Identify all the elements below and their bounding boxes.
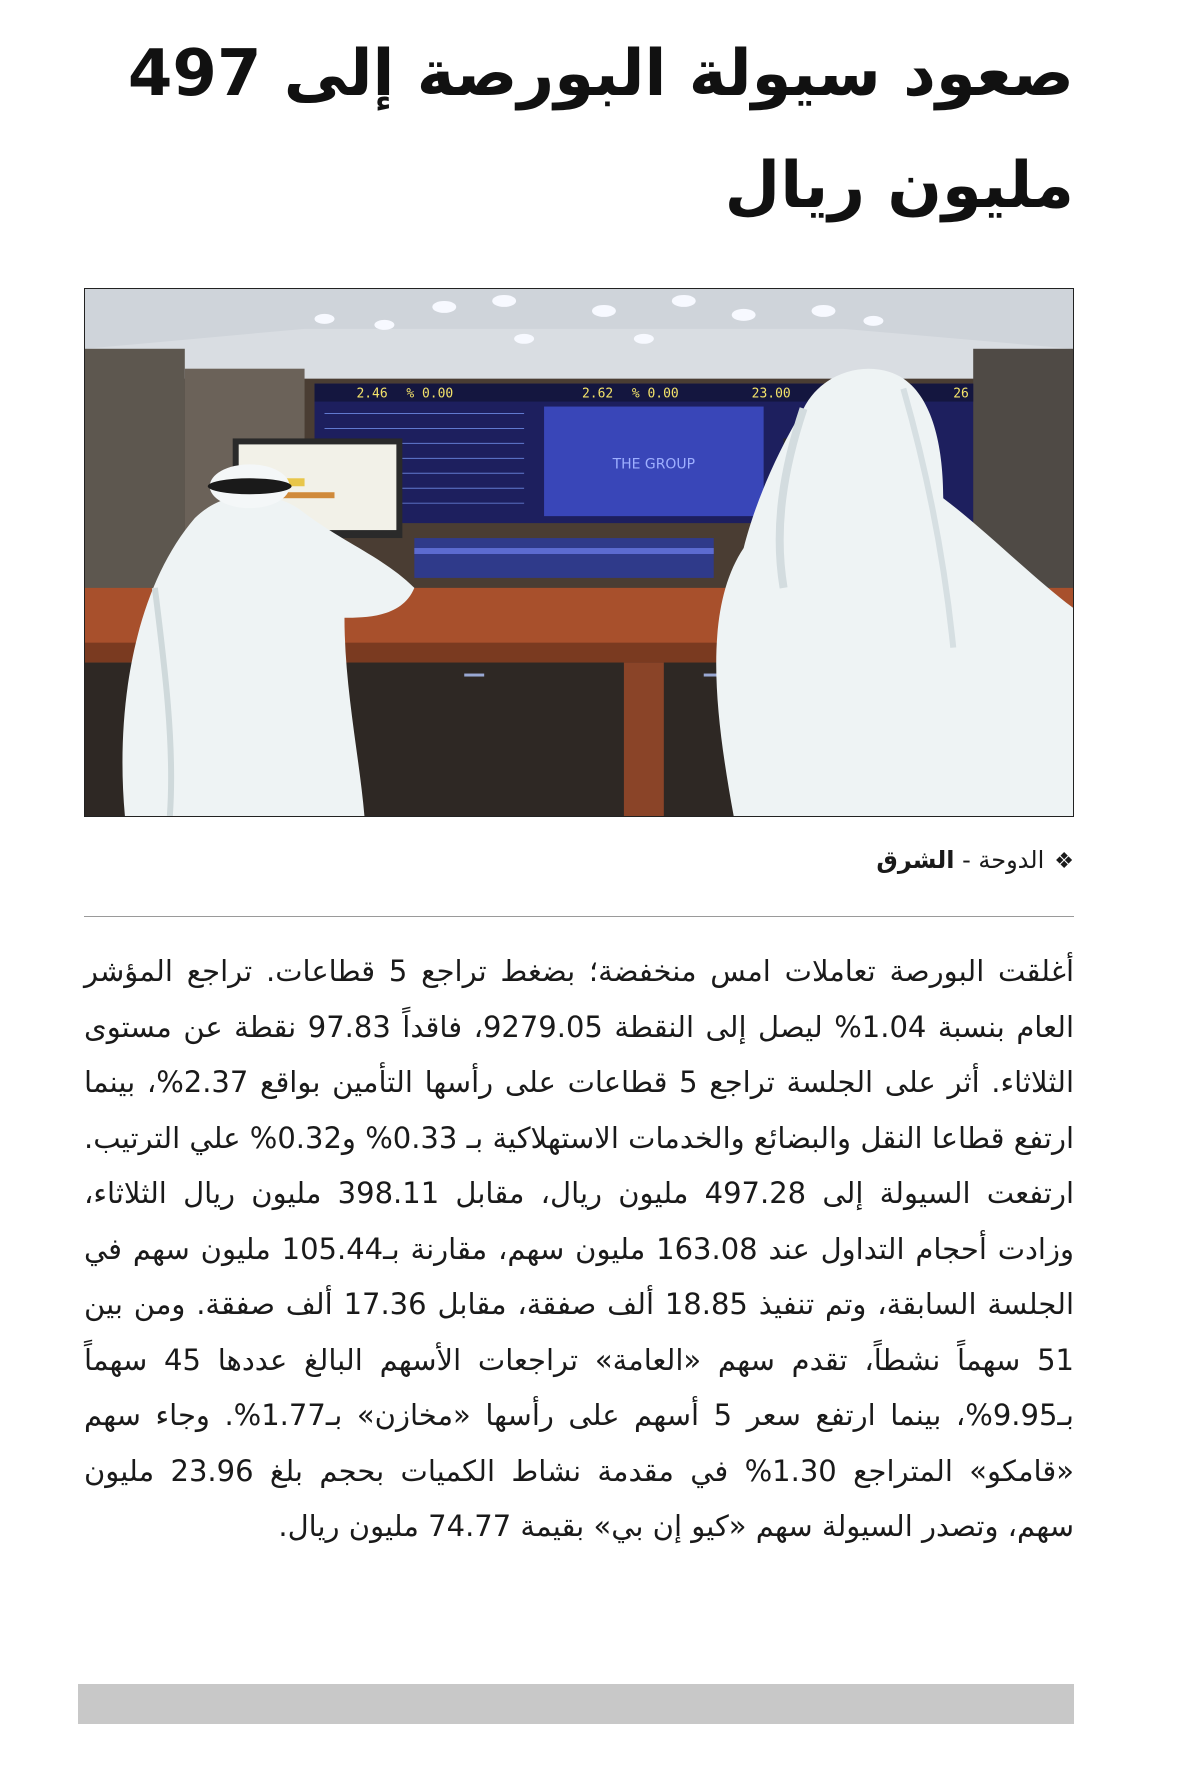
article-headline: صعود سيولة البورصة إلى 497 مليون ريال bbox=[127, 37, 1074, 223]
ticker-value-5: 23.00 bbox=[751, 386, 791, 402]
ticker-value-3: 2.62 bbox=[581, 386, 614, 402]
section-divider bbox=[84, 916, 1074, 917]
ticker-value-2: % 0.00 bbox=[406, 386, 454, 402]
dateline-source: الشرق bbox=[876, 846, 955, 874]
dateline-city: الدوحة - bbox=[954, 846, 1045, 874]
dateline-bullet-icon: ❖ bbox=[1054, 849, 1074, 874]
article-dateline bbox=[84, 842, 1074, 880]
ticker-value-4: % 0.00 bbox=[631, 386, 679, 402]
footer-bar bbox=[78, 1684, 1074, 1724]
article-body: أغلقت البورصة تعاملات امس منخفضة؛ بضغط تراجع 5 قطاعات. تراجع المؤشر العام بنسبة 1.04% ليصل إلى النقطة 9279.05، فاقداً 97.83 نقطة عن مستوى الثلاثاء. أثر على الجلسة تراجع 5 قطاعات على رأسها التأمين بواقع 2.37%، بينما ارتفع قطاعا النقل والبضائع والخدمات الاستهلاكية بـ 0.33% و0.32% علي الترتيب. ارتفعت السيولة إلى 497.28 مليون ريال، مقابل 398.11 مليون ريال الثلاثاء، وزادت أحجام التداول عند 163.08 مليون سهم، مقارنة بـ105.44 مليون سهم في الجلسة السابقة، وتم تنفيذ 18.85 ألف صفقة، مقابل 17.36 ألف صفقة. ومن بين 51 سهماً نشطاً، تقدم سهم «العامة» تراجعات الأسهم البالغ عددها 45 سهماً بـ9.95%، بينما ارتفع سعر 5 أسهم على رأسها «مخازن» بـ1.77%. وجاء سهم «قامكو» المتراجع 1.30% في مقدمة نشاط الكميات بحجم بلغ 23.96 مليون سهم، وتصدر السيولة سهم «كيو إن بي» بقيمة 74.77 مليون ريال. bbox=[84, 954, 1075, 1543]
svg-text:THE GROUP: THE GROUP bbox=[612, 456, 696, 473]
ticker-value-6: 26 bbox=[953, 386, 969, 402]
article-photo bbox=[84, 288, 1074, 817]
ticker-value-1: 2.46 bbox=[356, 386, 388, 402]
trading-floor-image bbox=[85, 289, 1073, 816]
